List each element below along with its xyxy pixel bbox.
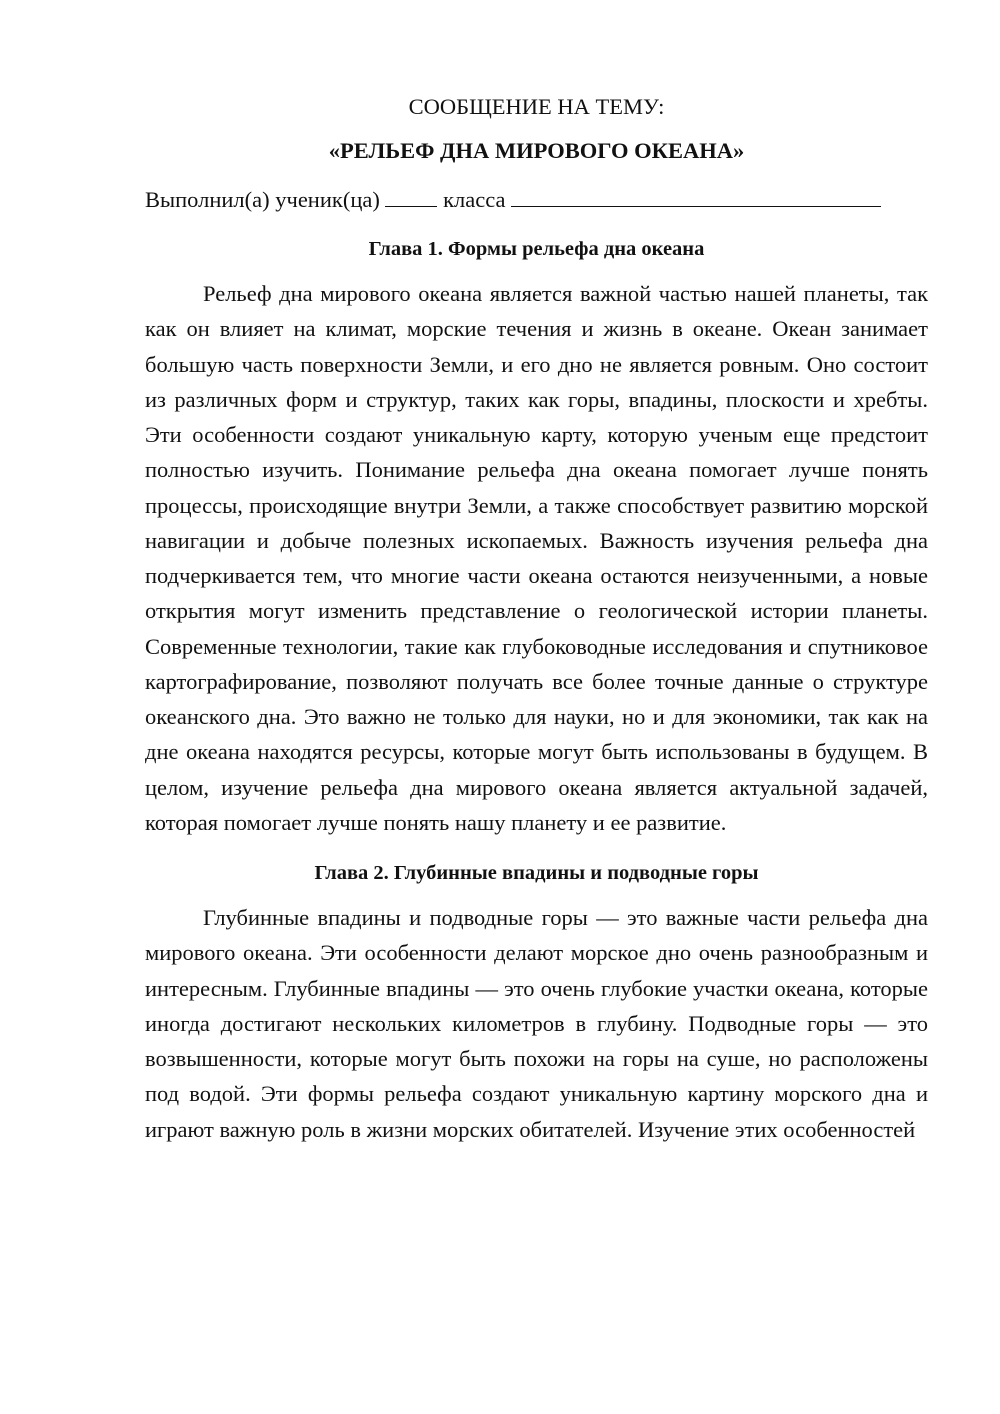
author-prefix: Выполнил(а) ученик(ца) (145, 187, 380, 212)
grade-blank-line (385, 184, 437, 207)
chapter-1-heading: Глава 1. Формы рельефа дна океана (368, 238, 705, 260)
document-content (145, 90, 928, 1147)
name-blank-line (511, 184, 881, 207)
document-title-line-1: СООБЩЕНИЕ НА ТЕМУ: (408, 94, 665, 119)
chapter-2-paragraph: Глубинные впадины и подводные горы — это важные части рельефа дна мирового океана. Эти особенности делают морское дно очень разнообразным и интересным. Глубинные впадины — это очень глубокие участки океана, которые иногда достигают нескольких километров в глубину. Подводные горы — это возвышенности, которые могут быть похожи на горы на суше, но расположены под водой. Эти формы рельефа создают уникальную картину морского дна и играют важную роль в жизни морских обитателей. Изучение этих особенностей (145, 905, 928, 1142)
chapter-2-heading: Глава 2. Глубинные впадины и подводные горы (314, 862, 759, 884)
author-line (145, 183, 928, 217)
chapter-1-paragraph: Рельеф дна мирового океана является важной частью нашей планеты, так как он влияет на климат, морские течения и жизнь в океане. Океан занимает большую часть поверхности Земли, и его дно не является ровным. Оно состоит из различных форм и структур, таких как горы, впадины, плоскости и хребты. Эти особенности создают уникальную карту, которую ученым еще предстоит полностью изучить. Понимание рельефа дна океана помогает лучше понять процессы, происходящие внутри Земли, а также способствует развитию морской навигации и добыче полезных ископаемых. Важность изучения рельефа дна подчеркивается тем, что многие части океана остаются неизученными, а новые открытия могут изменить представление о геологической истории планеты. Современные технологии, такие как глубоководные исследования и спутниковое картографирование, позволяют получать все более точные данные о структуре океанского дна. Это важно не только для науки, но и для экономики, так как на дне океана находятся ресурсы, которые могут быть использованы в будущем. В целом, изучение рельефа дна мирового океана является актуальной задачей, которая помогает лучше понять нашу планету и ее развитие. (145, 281, 928, 835)
class-word: класса (443, 187, 506, 212)
document-title-line-2: «РЕЛЬЕФ ДНА МИРОВОГО ОКЕАНА» (328, 138, 745, 163)
